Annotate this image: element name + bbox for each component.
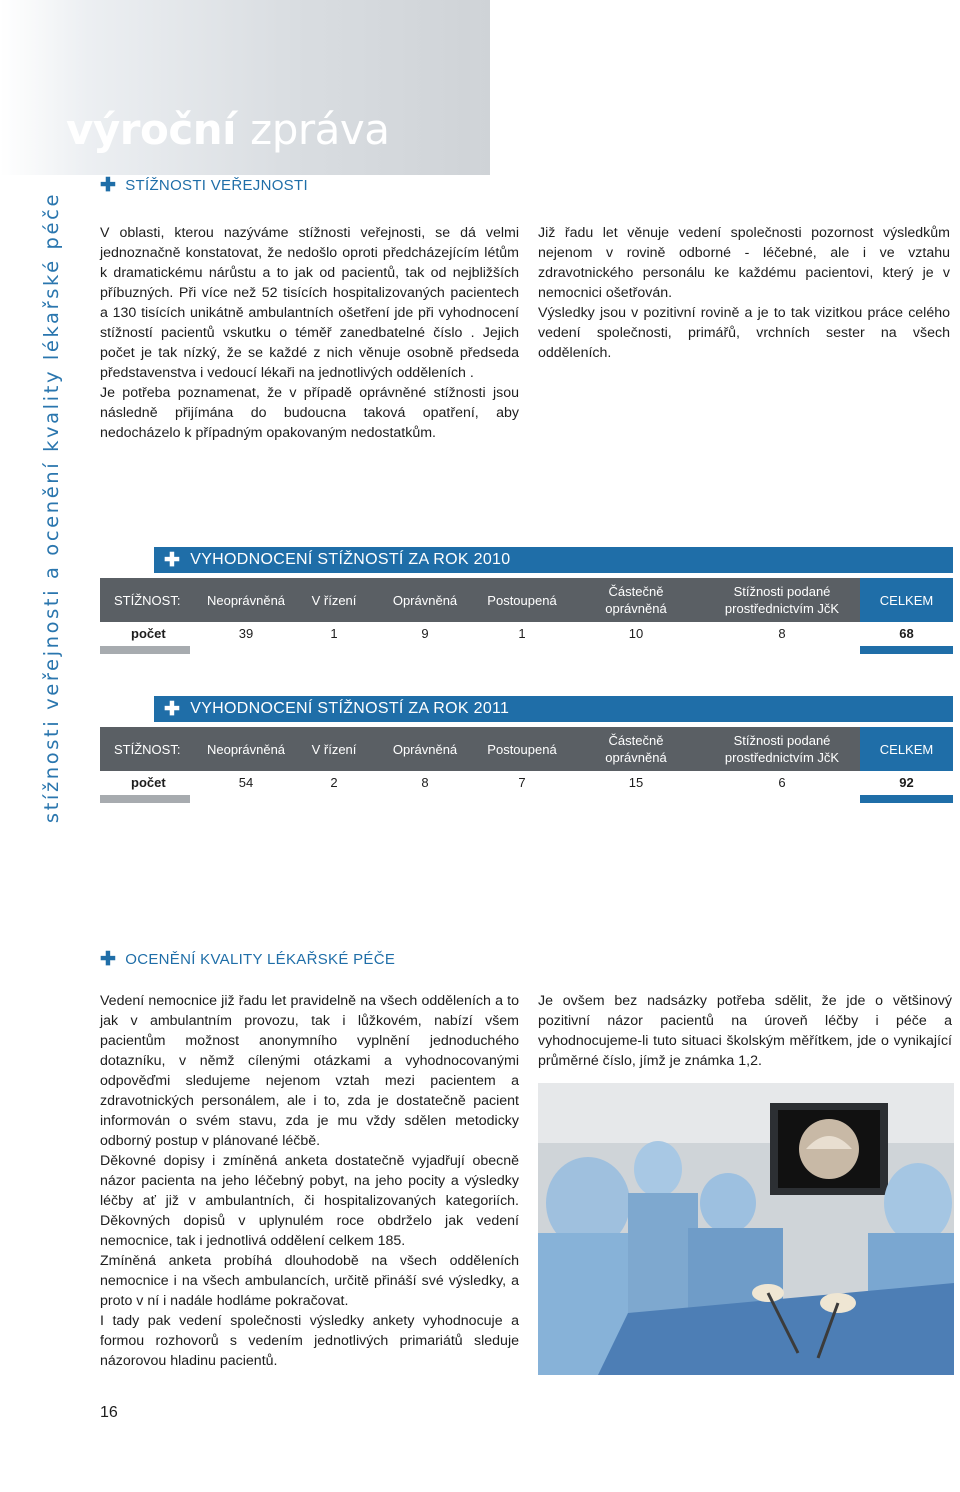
- underline-gray: [100, 795, 190, 803]
- plus-icon: ✚: [164, 549, 181, 571]
- col-opravnena: Oprávněná: [392, 741, 458, 757]
- section-heading-complaints: [100, 176, 308, 195]
- section-heading-text: STÍŽNOSTI VEŘEJNOSTI: [125, 177, 308, 194]
- table-2010-column-headers: [100, 578, 953, 622]
- paragraph: Je ovšem bez nadsázky potřeba sdělit, že jde o většinový pozitivní názor pacientů na úroveň léčby i péče a vyhodnocujeme-li tuto situaci školským měřítkem, jde o vynikající průměrné číslo, jímž je známka 1,2.: [538, 993, 952, 1069]
- paragraph: Výsledky jsou v pozitivní rovině a je to tak vizitkou práce celého vedení společnosti, primářů, vrchních sester na všech odděleních.: [538, 305, 950, 361]
- paragraph: Zmíněná anketa probíhá dlouhodobě na všech odděleních nemocnice i na všech ambulancích, určitě přináší své výsledky, a proto v ní i nadále hodláme pokračovat.: [100, 1253, 519, 1309]
- col-v-rizeni: V řízení: [311, 592, 357, 608]
- table-2011-column-headers: [100, 727, 953, 771]
- plus-icon: ✚: [100, 949, 117, 970]
- table-title: VYHODNOCENÍ STÍŽNOSTÍ ZA ROK 2011: [190, 700, 510, 717]
- col-castecne-line1: Částečně: [608, 584, 664, 599]
- section-heading-quality: [100, 950, 395, 969]
- col-celkem: CELKEM: [860, 578, 953, 622]
- col-castecne-line2: oprávněná: [605, 750, 667, 765]
- table-2011-count-row: [100, 769, 953, 795]
- value-neopravnena: 39: [238, 625, 254, 641]
- col-postoupena: Postoupená: [487, 741, 557, 757]
- col-castecne: [586, 727, 686, 771]
- value-jck: 6: [778, 774, 786, 790]
- value-castecne: 10: [628, 625, 644, 641]
- quality-right-text: [538, 991, 952, 1071]
- value-postoupena: 1: [518, 625, 526, 641]
- row-head-label: STÍŽNOST:: [114, 592, 181, 608]
- col-castecne-line2: oprávněná: [605, 601, 667, 616]
- quality-left-text: [100, 991, 519, 1371]
- count-label: počet: [131, 774, 166, 790]
- table-title-bar: [154, 547, 953, 573]
- col-neopravnena: Neoprávněná: [206, 592, 286, 608]
- underline-blue: [860, 795, 953, 803]
- side-caption-text: stížnosti veřejnosti a ocenění kvality lékařské péče: [40, 191, 64, 824]
- col-castecne: [586, 578, 686, 622]
- value-celkem: 68: [899, 625, 914, 641]
- col-opravnena: Oprávněná: [392, 592, 458, 608]
- value-opravnena: 8: [421, 774, 429, 790]
- paragraph: Děkovné dopisy i zmíněná anketa dostatečně vyjadřují obecně názor pacienta na jeho léčebný pobyt, na jeho pocity a výsledky léčby ať již v ambulantních, či hospitalizovaných kategoriích. Děkovných dopisů v uplynulém roce obdrželo jak vedení nemocnice, tak i jednotlivá oddělení celkem 185.: [100, 1153, 519, 1249]
- col-v-rizeni: V řízení: [311, 741, 357, 757]
- value-neopravnena: 54: [238, 774, 254, 790]
- report-title: [66, 100, 389, 160]
- value-v-rizeni: 1: [330, 625, 338, 641]
- paragraph: V oblasti, kterou nazýváme stížnosti veřejnosti, se dá velmi jednoznačně konstatovat, že nedošlo oproti předcházejícím létům k dramatickému nárůstu a to jak od pacientů, tak od nejbližších příbuzných. Při více než 52 tisících hospitalizovaných pacientech a 130 tisících unikátně ambulantních ošetření jde při vyhodnocení stížností pacientů vskutku o téměř zanedbatelné číslo . Jejich počet je tak nízký, že se každé z nich věnuje osobně předseda představenstva i vedoucí lékaři na jednotlivých odděleních .: [100, 225, 519, 381]
- value-jck: 8: [778, 625, 786, 641]
- side-caption: [34, 175, 70, 840]
- header-gap: [100, 696, 154, 722]
- surgery-illustration: [538, 1083, 954, 1375]
- col-jck: [706, 578, 858, 622]
- col-celkem: CELKEM: [860, 727, 953, 771]
- value-celkem: 92: [899, 774, 914, 790]
- col-jck-line1: Stížnosti podané: [733, 584, 831, 599]
- complaints-left-text: [100, 223, 519, 443]
- table-2010-header: [100, 547, 953, 573]
- table-title-bar: [154, 696, 953, 722]
- section-heading-text: OCENĚNÍ KVALITY LÉKAŘSKÉ PÉČE: [125, 951, 396, 968]
- title-light: zpráva: [250, 105, 390, 154]
- page-number: 16: [100, 1404, 118, 1421]
- underline-gray: [100, 646, 190, 654]
- complaints-right-text: [538, 223, 950, 363]
- underline-blue: [860, 646, 953, 654]
- col-postoupena: Postoupená: [487, 592, 557, 608]
- table-title: VYHODNOCENÍ STÍŽNOSTÍ ZA ROK 2010: [190, 551, 511, 568]
- value-opravnena: 9: [421, 625, 429, 641]
- paragraph: Je potřeba poznamenat, že v případě oprávněné stížnosti jsou následně přijímána do budoucna taková opatření, aby nedocházelo k případným opakovaným nedostatkům.: [100, 385, 519, 441]
- surgery-photo: [538, 1083, 954, 1375]
- col-jck-line1: Stížnosti podané: [733, 733, 831, 748]
- col-jck-line2: prostřednictvím JčK: [724, 750, 840, 765]
- plus-icon: ✚: [100, 175, 117, 196]
- value-postoupena: 7: [518, 774, 526, 790]
- col-neopravnena: Neoprávněná: [206, 741, 286, 757]
- row-head-label: STÍŽNOST:: [114, 741, 181, 757]
- paragraph: I tady pak vedení společnosti výsledky ankety vyhodnocuje a formou rozhovorů s vedením jednotlivých primariátů sleduje názorovou hladinu pacientů.: [100, 1313, 519, 1369]
- title-bold: výroční: [66, 105, 237, 154]
- header-gap: [100, 547, 154, 573]
- value-castecne: 15: [628, 774, 644, 790]
- col-jck-line2: prostřednictvím JčK: [724, 601, 840, 616]
- paragraph: Vedení nemocnice již řadu let pravidelně na všech odděleních a to jak v ambulantním provozu, tak i lůžkovém, nabízí všem pacientům možnost anonymního vyplnění jednoduchého dotazníku, v němž cílenými otázkami a vyhodnocovanými odpověďmi sledujeme nejenom vztah mezi pacientem a zdravotnických personálem, ale i to, zda je dostatečně pacient informován o svém stavu, zda je mu vždy sdělen metodicky odborný postup v plánované léčbě.: [100, 993, 519, 1149]
- col-jck: [706, 727, 858, 771]
- plus-icon: ✚: [164, 698, 181, 720]
- table-2011-header: [100, 696, 953, 722]
- value-v-rizeni: 2: [330, 774, 338, 790]
- table-2010-count-row: [100, 620, 953, 646]
- col-castecne-line1: Částečně: [608, 733, 664, 748]
- paragraph: Již řadu let věnuje vedení společnosti pozornost výsledkům nejenom v rovině odborné - léčebné, ale i ve vztahu zdravotnického personálu ke každému pacientovi, který je v nemocnici ošetřován.: [538, 225, 950, 301]
- count-label: počet: [131, 625, 166, 641]
